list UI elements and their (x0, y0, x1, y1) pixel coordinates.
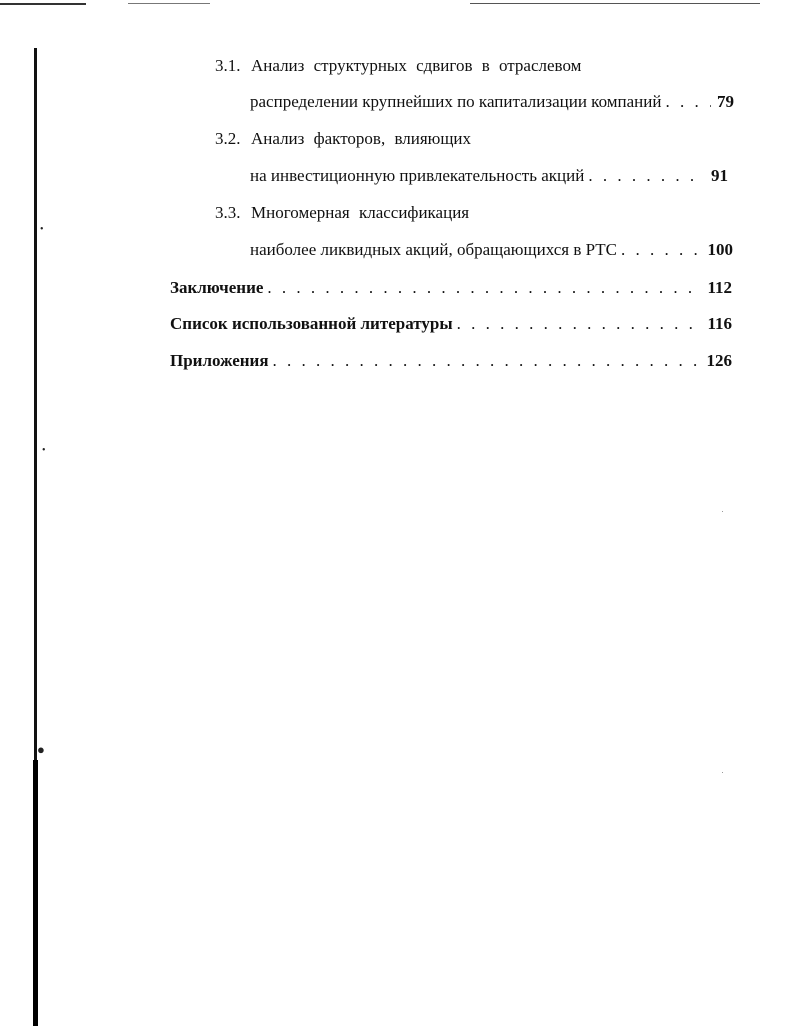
dot-leader (457, 314, 702, 334)
toc-entry-3-1-heading (215, 56, 581, 76)
scan-speck: • (40, 224, 44, 235)
dot-leader (267, 278, 701, 298)
section-number: 3.3. (215, 203, 241, 222)
scan-speck: ● (37, 742, 45, 757)
toc-entry-3-3[interactable] (250, 240, 733, 260)
dot-leader (273, 351, 701, 371)
toc-entry-appendices[interactable] (170, 351, 732, 371)
page-number: 91 (711, 166, 728, 185)
page-number: 79 (717, 92, 734, 111)
section-number: 3.1. (215, 56, 241, 75)
toc-entry-3-2-heading (215, 129, 471, 149)
scan-binding-edge-thick (33, 760, 38, 1026)
scan-speck: • (42, 445, 46, 456)
chapter-title: Заключение (170, 278, 264, 297)
section-title-line2: распределении крупнейших по капитализации компаний (250, 92, 662, 111)
section-number: 3.2. (215, 129, 241, 148)
scan-top-rule (0, 3, 86, 5)
section-title-line1: Анализ структурных сдвигов в отраслевом (251, 56, 582, 75)
page-number: 116 (707, 314, 732, 333)
dot-leader (588, 166, 705, 186)
section-title-line1: Многомерная классификация (251, 203, 470, 222)
scan-top-rule (128, 3, 210, 4)
section-title-line2: на инвестиционную привлекательность акций (250, 166, 585, 185)
section-title-line2: наиболее ликвидных акций, обращающихся в РТС (250, 240, 617, 259)
chapter-title: Список использованной литературы (170, 314, 453, 333)
chapter-title: Приложения (170, 351, 269, 370)
dot-leader (621, 240, 702, 260)
toc-entry-3-2[interactable] (250, 166, 728, 186)
toc-entry-references[interactable] (170, 314, 732, 334)
toc-entry-conclusion[interactable] (170, 278, 732, 298)
scan-top-rule (470, 3, 760, 4)
dot-leader (665, 92, 711, 112)
section-title-line1: Анализ факторов, влияющих (251, 129, 472, 148)
toc-entry-3-3-heading (215, 203, 469, 223)
scan-dot (722, 772, 723, 773)
page-number: 112 (707, 278, 732, 297)
page-number: 100 (707, 240, 733, 259)
page-number: 126 (706, 351, 732, 370)
toc-entry-3-1[interactable] (250, 92, 734, 112)
scan-dot (722, 511, 723, 512)
